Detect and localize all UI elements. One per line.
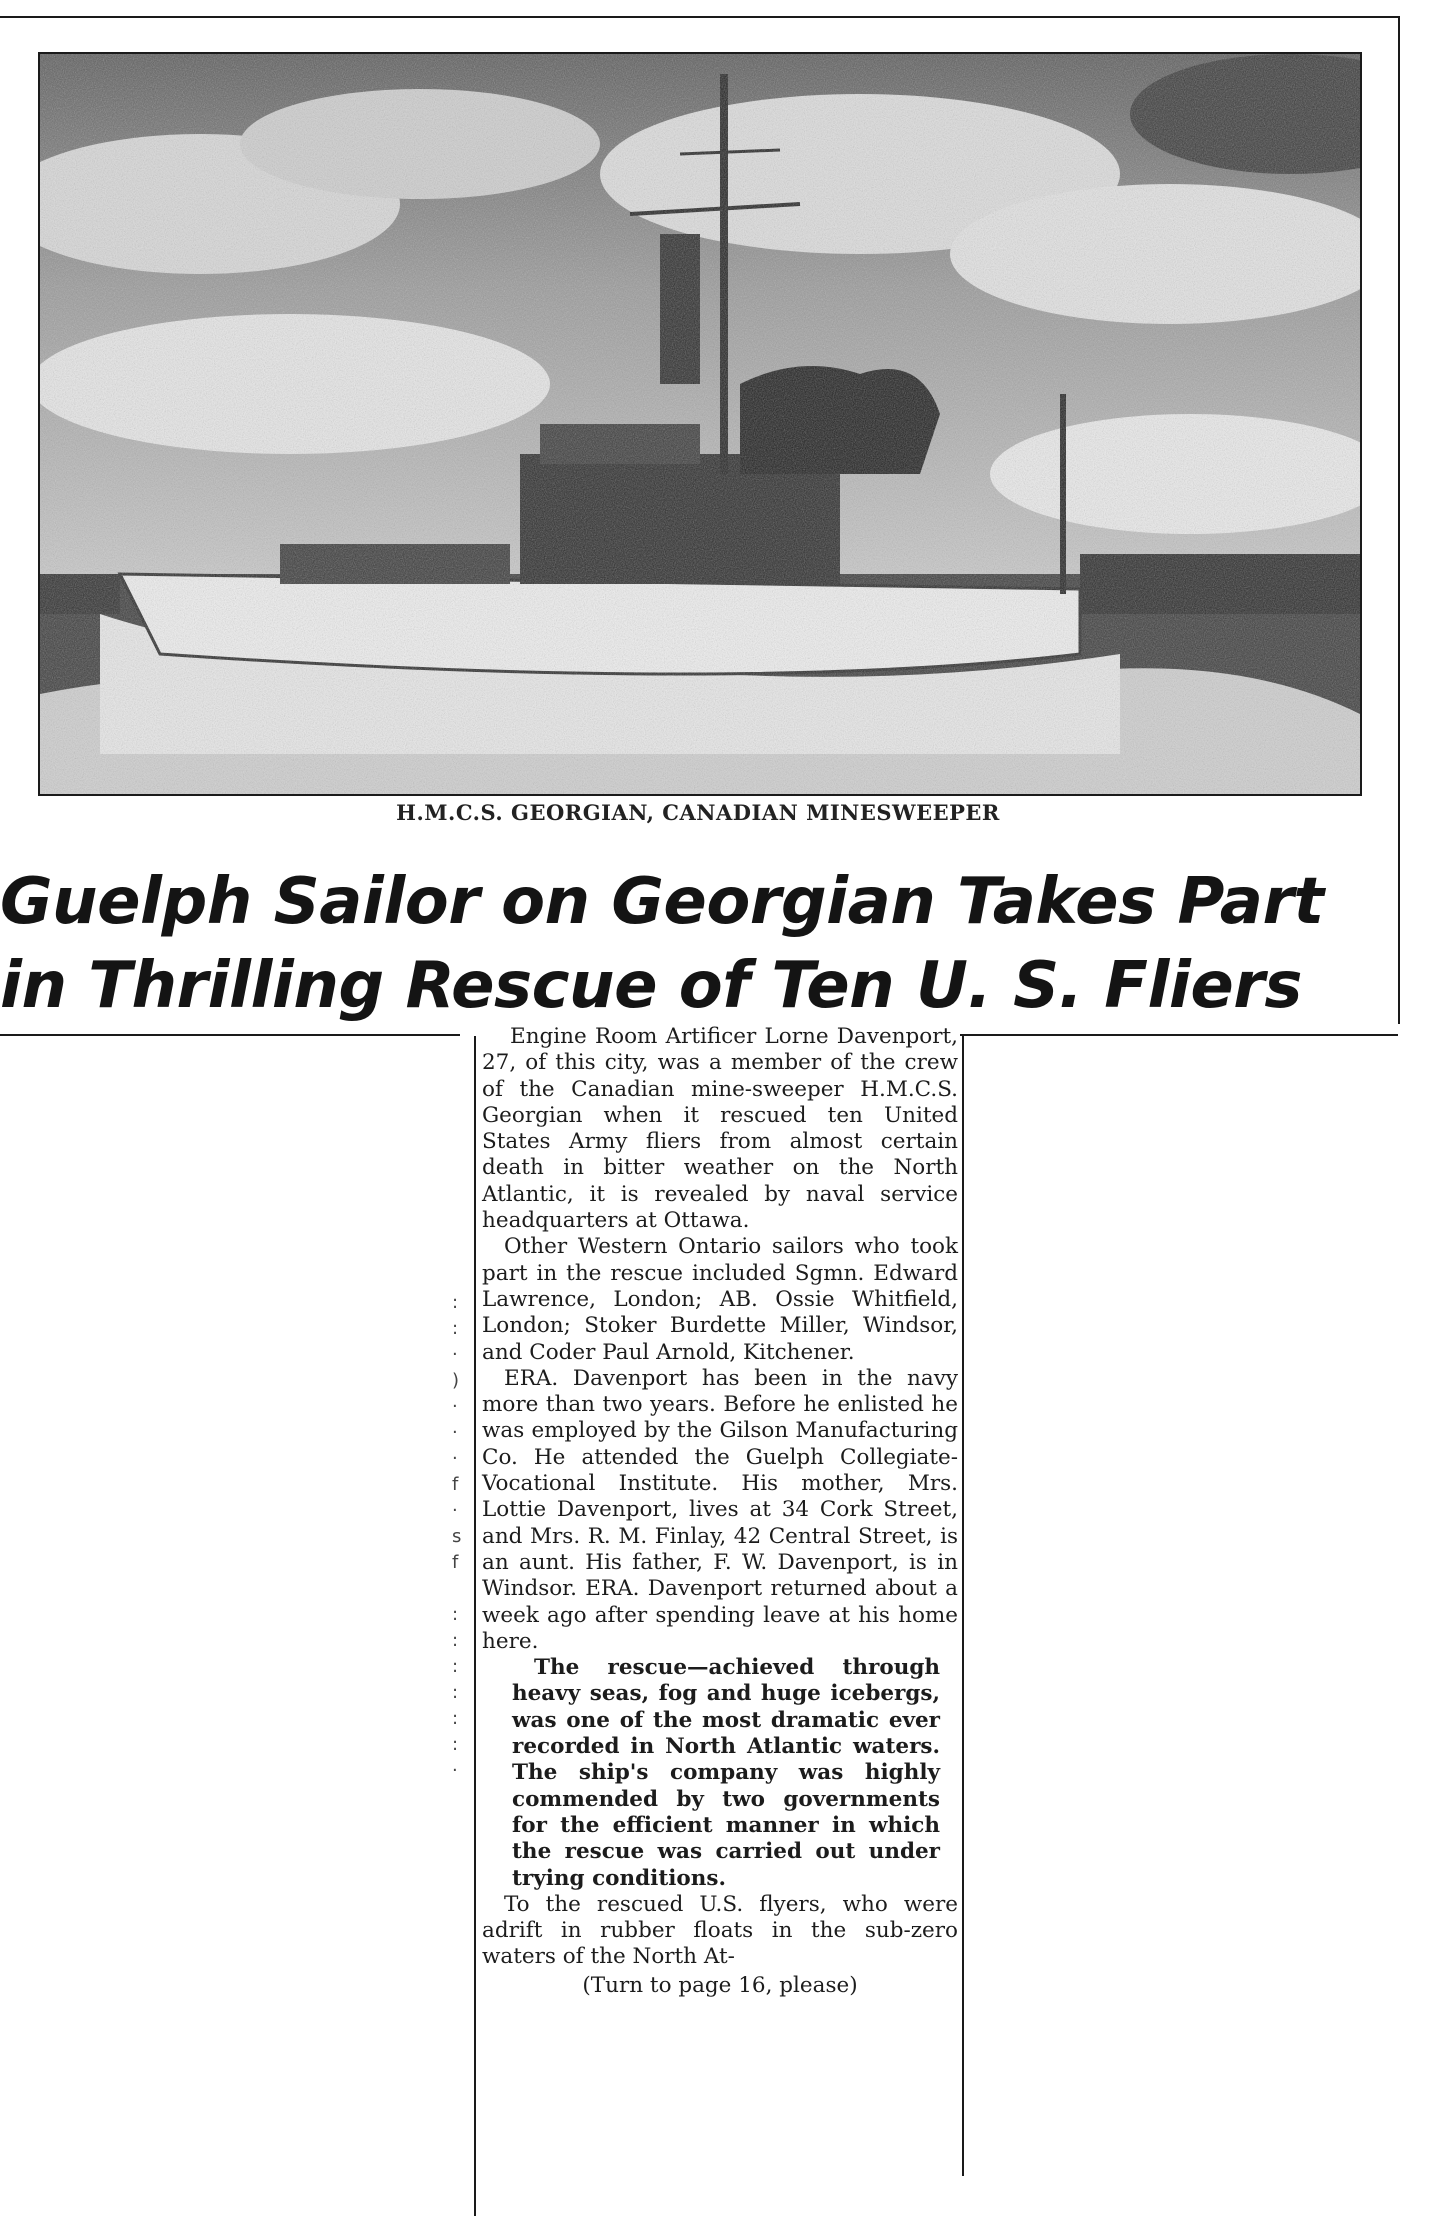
right-rule	[1398, 16, 1400, 1024]
headline-line-2: in Thrilling Rescue of Ten U. S. Fliers	[0, 949, 1302, 1023]
column-left-rule	[474, 1036, 476, 2216]
column-right-rule	[962, 1036, 964, 2176]
top-rule	[0, 16, 1398, 18]
continuation-note: (Turn to page 16, please)	[582, 1972, 858, 1998]
article-paragraph-1: Engine Room Artificer Lorne Davenport, 27, of this city, was a member of the crew of the Canadian mine-sweeper H.M.C.S. Georgian when it rescued ten United States Army fliers from almost certain death in bitter weather on the North Atlantic, it is revealed by naval service headquarters at Ottawa.	[482, 1024, 958, 1234]
margin-marks: : : · ) · · · f · s f : : : : : : ·	[452, 1292, 462, 1781]
headline-line-1: Guelph Sailor on Georgian Takes Part	[0, 865, 1324, 939]
ship-photo	[38, 52, 1362, 796]
article-column	[482, 1024, 958, 1999]
headline-bottom-rule-left	[0, 1034, 460, 1036]
photo-caption: H.M.C.S. GEORGIAN, CANADIAN MINESWEEPER	[396, 800, 1000, 825]
article-paragraph-4: The rescue—achieved through heavy seas, fog and huge icebergs, was one of the most dramatic ever recorded in North Atlantic waters. The ship's company was highly commended by two governments for the efficient manner in which the rescue was carried out under trying conditions.	[512, 1655, 940, 1891]
article-paragraph-2: Other Western Ontario sailors who took part in the rescue included Sgmn. Edward Lawrence, London; AB. Ossie Whitfield, London; Stoker Burdette Miller, Windsor, and Coder Paul Arnold, Kitchener.	[482, 1234, 958, 1365]
headline-bottom-rule-right	[960, 1034, 1398, 1036]
minesweeper-image	[40, 54, 1360, 794]
article-paragraph-5: To the rescued U.S. flyers, who were adrift in rubber floats in the sub-zero waters of the North At-	[482, 1891, 958, 1970]
article-paragraph-3: ERA. Davenport has been in the navy more than two years. Before he enlisted he was employed by the Gilson Manufacturing Co. He attended the Guelph Collegiate-Vocational Institute. His mother, Mrs. Lottie Davenport, lives at 34 Cork Street, and Mrs. R. M. Finlay, 42 Central Street, is an aunt. His father, F. W. Davenport, is in Windsor. ERA. Davenport returned about a week ago after spending leave at his home here.	[482, 1365, 958, 1654]
